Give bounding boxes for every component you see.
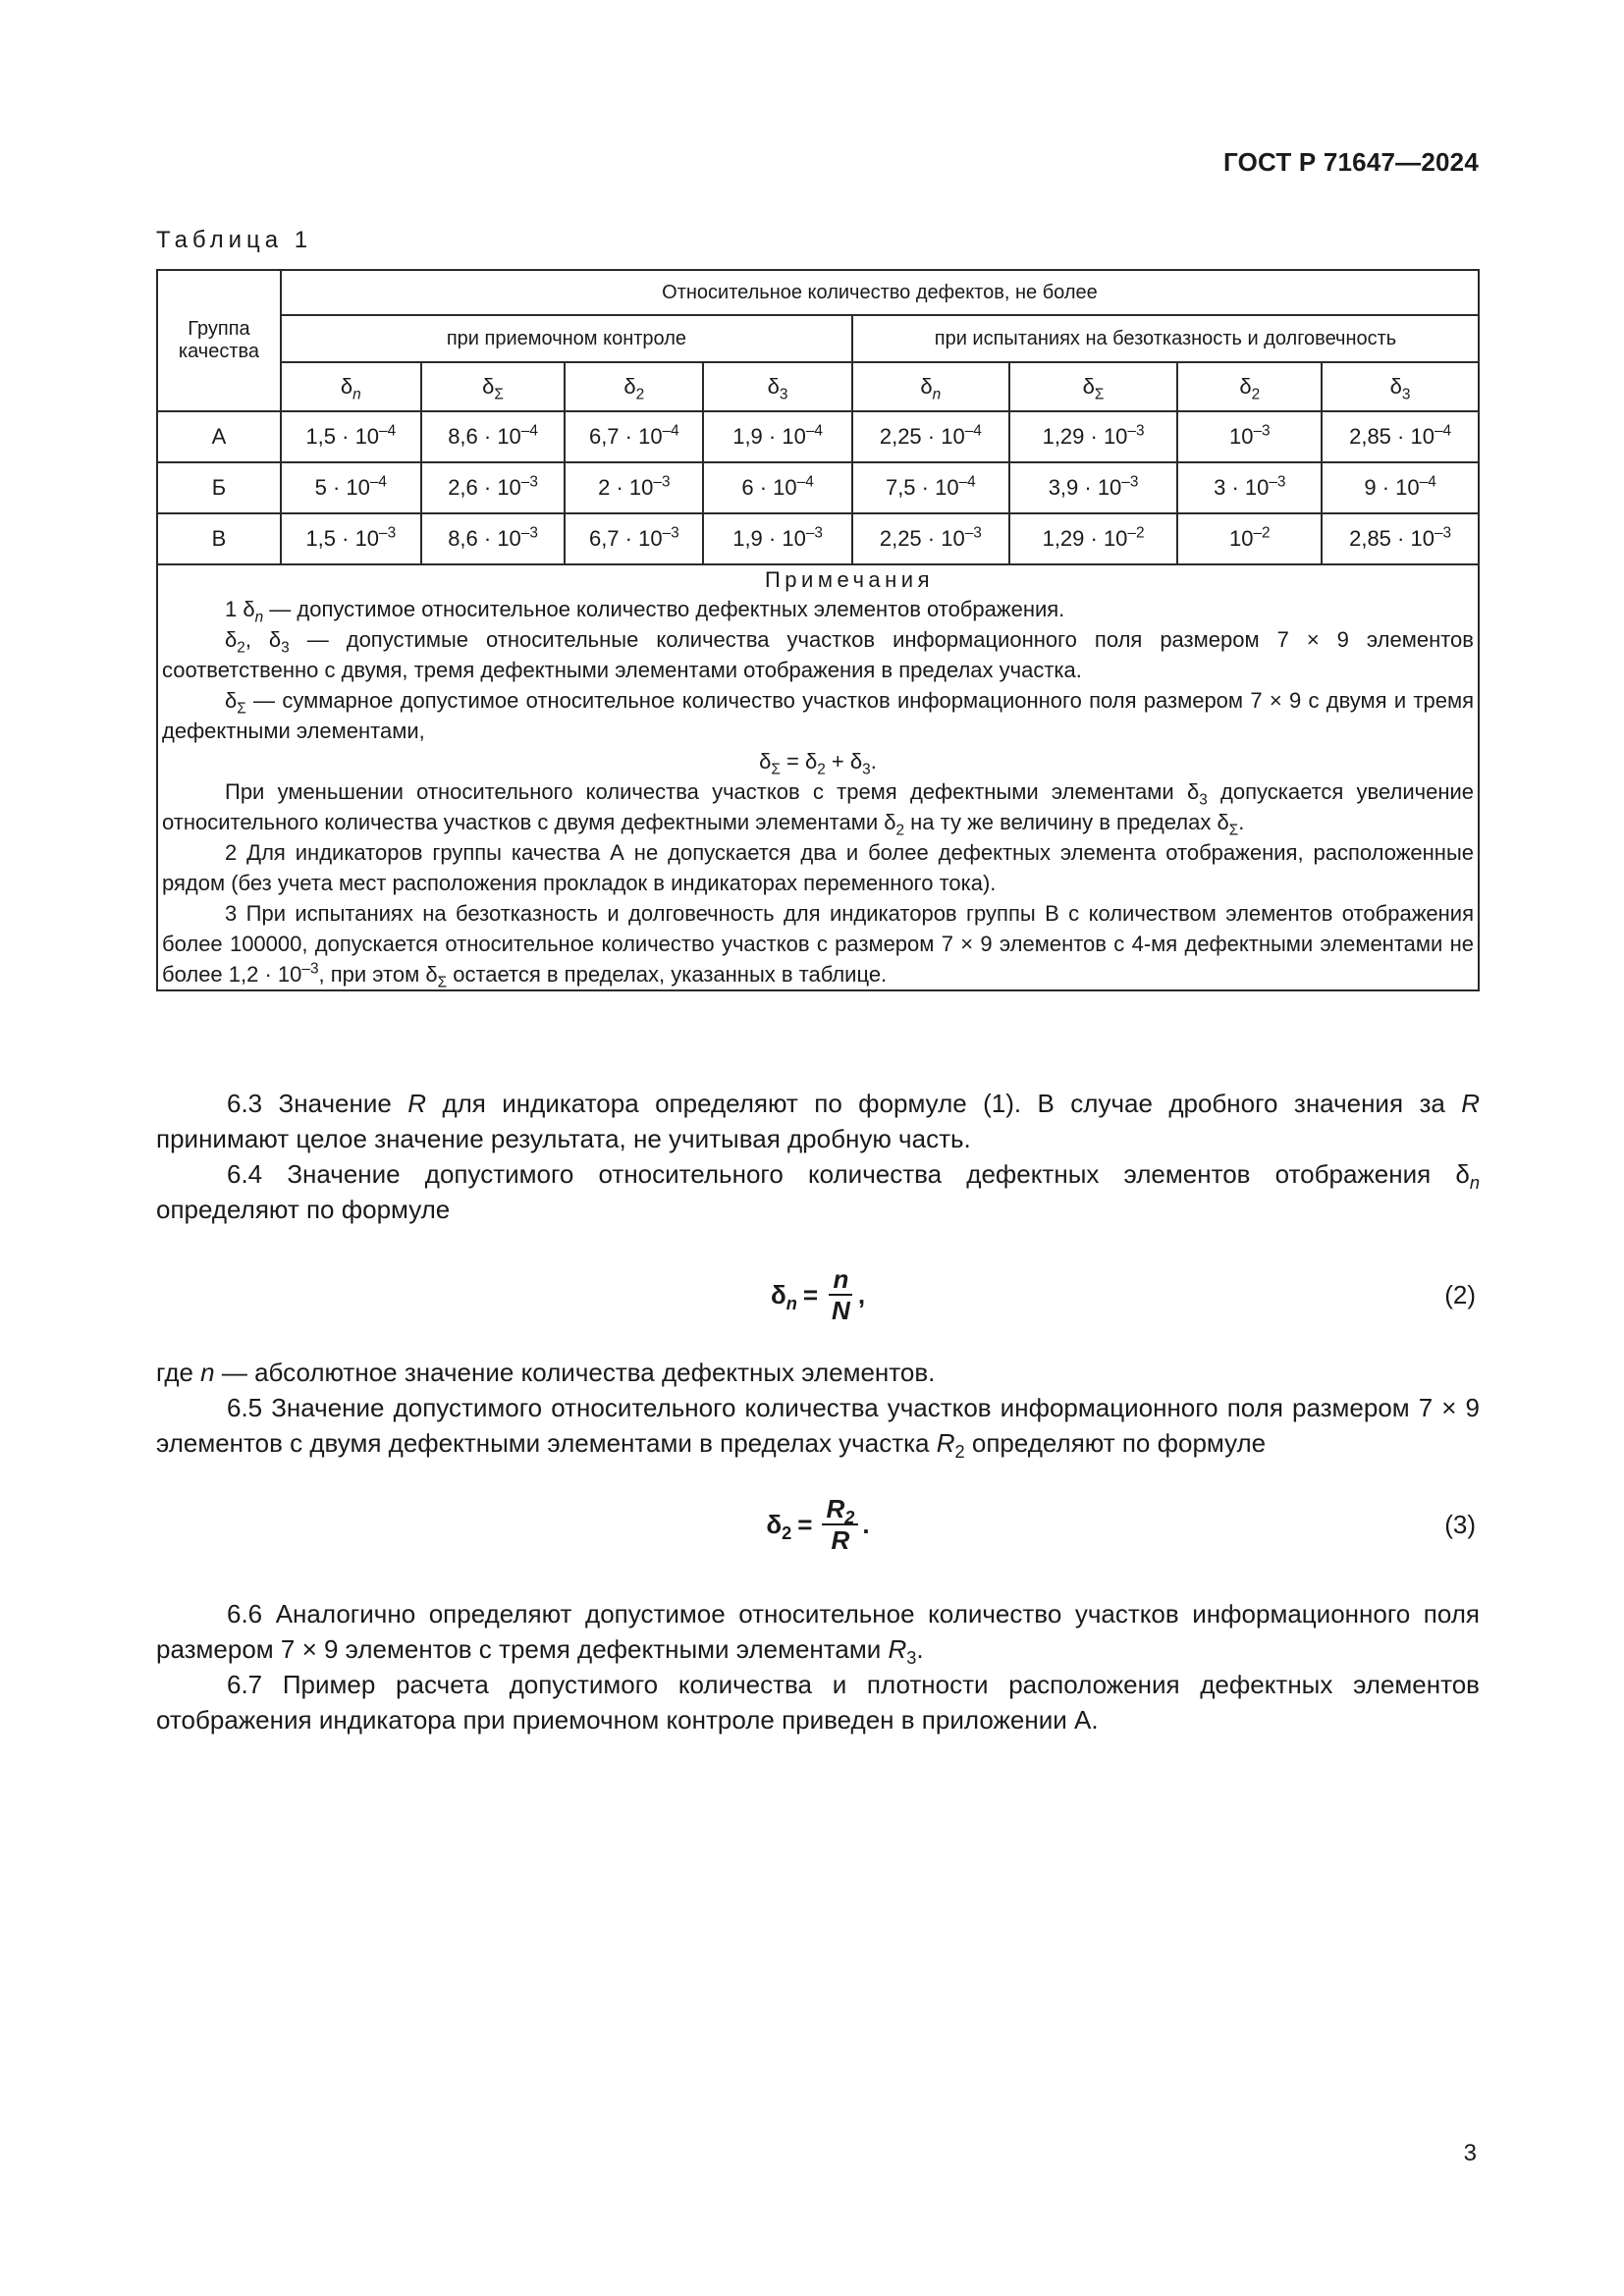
symbol-cell: $\delta_2$ (1177, 362, 1322, 411)
value-cell: $2,6 \cdot 10^{-3}$ (421, 462, 566, 513)
formula-3-fraction: $\frac{R_2}{R}$ (822, 1494, 858, 1555)
table-row (157, 462, 1479, 513)
symbol-cell: $\delta_\Sigma$ (421, 362, 566, 411)
symbol-cell: $\delta_3$ (703, 362, 852, 411)
symbol-cell: $\delta_2$ (565, 362, 703, 411)
formula-3 (156, 1480, 1480, 1569)
value-cell: $1,9 \cdot 10^{-4}$ (703, 411, 852, 462)
paragraph-6-7: 6.7 Пример расчета допустимого количества и плотности расположения дефектных элементов отображения индикатора при приемочном контроле приведен в приложении А. (156, 1670, 1480, 1735)
symbol-cell: $\delta_n$ (852, 362, 1009, 411)
paragraph-6-4: 6.4 Значение допустимого относительного количества дефектных элементов отображения $\delta_n$ определяют по формуле (156, 1159, 1480, 1224)
header-acceptance-control: при приемочном контроле (281, 315, 852, 362)
formula-2 (156, 1251, 1480, 1339)
note-1-tail: При уменьшении относительного количества участков с тремя дефектными элементами $\delta_3$ допускается увеличение относительного количества участков с двумя дефектными элементами $\delta_2$ на ту же величину в пределах $\delta_\Sigma$. (162, 779, 1475, 839)
defects-table (156, 269, 1480, 991)
value-cell: $9 \cdot 10^{-4}$ (1322, 462, 1479, 513)
value-cell: $3 \cdot 10^{-3}$ (1177, 462, 1322, 513)
note-1-formula: $\delta_\Sigma = \delta_2 + \delta_3$. (759, 749, 877, 778)
table-row (157, 411, 1479, 462)
header-relative-defects: Относительное количество дефектов, не более (281, 270, 1479, 315)
body-section (156, 1086, 1480, 1737)
paragraph-6-5: 6.5 Значение допустимого относительного количества участков информационного поля размером 7 × 9 элементов с двумя дефектными элементами в пределах участка $R_2$ определяют по формуле (156, 1393, 1480, 1463)
formula-2-expression: $\delta_n$ = $\frac{n}{N}$ , (770, 1264, 866, 1325)
note-1-line: 1 $\delta_n$ — допустимое относительное количество дефектных элементов отображения. (225, 597, 1065, 626)
note-1-line: $\delta_\Sigma$ — суммарное допустимое относительное количество участков информационного поля размером 7 × 9 с двумя и тремя дефектными элементами, (162, 688, 1474, 743)
header-reliability-tests: при испытаниях на безотказность и долговечность (852, 315, 1479, 362)
value-cell: $3,9 \cdot 10^{-3}$ (1009, 462, 1178, 513)
value-cell: $1,5 \cdot 10^{-4}$ (281, 411, 421, 462)
formula-2-number: (2) (1444, 1279, 1476, 1309)
value-cell: $1,29 \cdot 10^{-3}$ (1009, 411, 1178, 462)
paragraph-6-6: 6.6 Аналогично определяют допустимое относительное количество участков информационного поля размером 7 × 9 элементов с тремя дефектными элементами $R_3$. (156, 1599, 1480, 1669)
quality-group-cell: Б (157, 462, 281, 513)
value-cell: $1,5 \cdot 10^{-3}$ (281, 513, 421, 564)
table-caption: Таблица 1 (156, 227, 313, 253)
value-cell: $1,9 \cdot 10^{-3}$ (703, 513, 852, 564)
header-quality-group: Группа качества (157, 270, 281, 411)
symbol-row (157, 362, 1479, 411)
quality-group-cell: В (157, 513, 281, 564)
formula-2-fraction: $\frac{n}{N}$ (828, 1264, 854, 1325)
value-cell: $2,85 \cdot 10^{-4}$ (1322, 411, 1479, 462)
value-cell: $7,5 \cdot 10^{-4}$ (852, 462, 1009, 513)
note-2: 2 Для индикаторов группы качества А не допускается два и более дефектных элемента отображения, расположенные рядом (без учета мест расположения прокладок в индикаторах переменного тока). (162, 840, 1474, 895)
value-cell: $6,7 \cdot 10^{-4}$ (565, 411, 703, 462)
value-cell: $1,29 \cdot 10^{-2}$ (1009, 513, 1178, 564)
value-cell: $5 \cdot 10^{-4}$ (281, 462, 421, 513)
value-cell: $2,85 \cdot 10^{-3}$ (1322, 513, 1479, 564)
value-cell: $10^{-3}$ (1177, 411, 1322, 462)
value-cell: $6,7 \cdot 10^{-3}$ (565, 513, 703, 564)
value-cell: $8,6 \cdot 10^{-4}$ (421, 411, 566, 462)
note-1-line: $\delta_2$, $\delta_3$ — допустимые относительные количества участков информационного поля размером 7 × 9 элементов соответственно с двумя, тремя дефектными элементами отображения в пределах участка. (162, 627, 1474, 682)
table-notes (157, 564, 1479, 990)
value-cell: $2,25 \cdot 10^{-3}$ (852, 513, 1009, 564)
quality-group-cell: А (157, 411, 281, 462)
formula-3-lhs: $\delta_2$ (766, 1509, 792, 1543)
formula-2-lhs: $\delta_n$ (770, 1279, 797, 1313)
table-row (157, 513, 1479, 564)
paragraph-where: где n — абсолютное значение количества дефектных элементов. (156, 1358, 936, 1387)
note-3: 3 При испытаниях на безотказность и долговечность для индикаторов группы В с количеством элементов отображения более 100000, допускается относительное количество участков с размером 7 × 9 элементов с 4-мя дефектными элементами не более $1,2 \cdot 10^{-3}$, при этом $\delta_\Sigma$ остается в пределах, указанных в таблице. (162, 901, 1474, 991)
value-cell: $10^{-2}$ (1177, 513, 1322, 564)
table-body (157, 411, 1479, 564)
value-cell: $8,6 \cdot 10^{-3}$ (421, 513, 566, 564)
note-1 (162, 594, 1474, 746)
symbol-cell: $\delta_3$ (1322, 362, 1479, 411)
formula-3-number: (3) (1444, 1509, 1476, 1539)
symbol-cell: $\delta_\Sigma$ (1009, 362, 1178, 411)
page-number: 3 (1463, 2140, 1477, 2166)
value-cell: $6 \cdot 10^{-4}$ (703, 462, 852, 513)
value-cell: $2,25 \cdot 10^{-4}$ (852, 411, 1009, 462)
value-cell: $2 \cdot 10^{-3}$ (565, 462, 703, 513)
formula-3-expression: $\delta_2$ = $\frac{R_2}{R}$ . (766, 1494, 870, 1555)
notes-title: Примечания (764, 567, 934, 592)
symbol-cell: $\delta_n$ (281, 362, 421, 411)
document-code: ГОСТ Р 71647—2024 (1223, 147, 1479, 177)
paragraph-6-3: 6.3 Значение R для индикатора определяют по формуле (1). В случае дробного значения за R принимают целое значение результата, не учитывая дробную часть. (156, 1089, 1481, 1153)
